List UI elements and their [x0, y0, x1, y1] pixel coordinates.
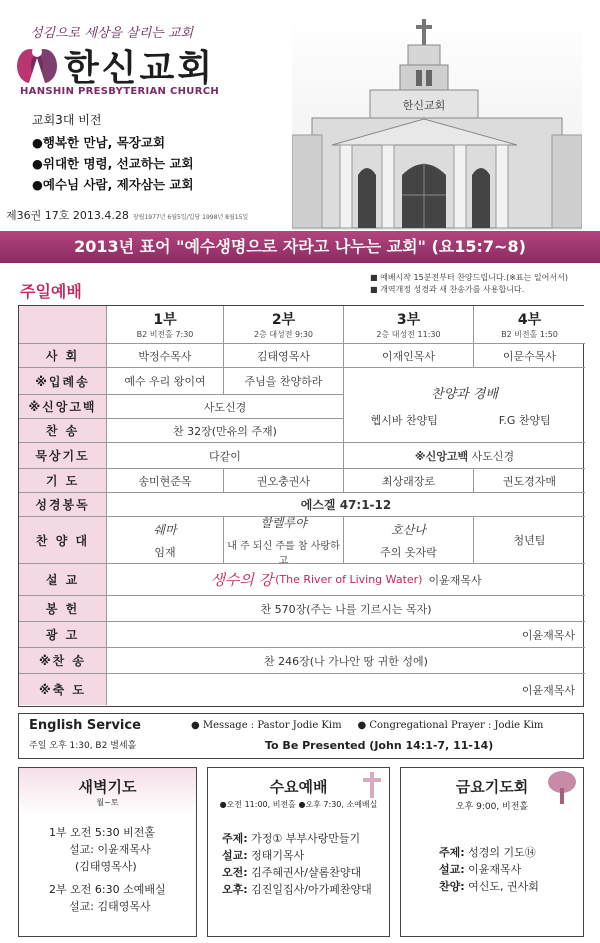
friday-value: 성경의 기도⑭ — [468, 846, 536, 859]
sermon-english: (The River of Living Water) — [275, 573, 423, 586]
service-header — [344, 306, 474, 344]
dawn-sub: 월~토 — [96, 798, 119, 807]
silent-prayer-cell: 다같이 — [107, 443, 344, 469]
wednesday-service-box — [207, 767, 390, 937]
friday-key: 주제: — [439, 846, 465, 859]
praise-team: F.G 찬양팀 — [498, 413, 551, 427]
host-cell: 이재인목사 — [344, 344, 474, 368]
issue-info — [6, 207, 248, 223]
choir-cell — [224, 515, 344, 567]
service-place: B2 비전홀 1:50 — [501, 330, 558, 339]
row-label: 사 회 — [19, 344, 107, 368]
closing-hymn-cell: 찬 246장(나 가나안 땅 귀한 성에) — [107, 648, 585, 674]
worship-order-table — [18, 305, 584, 707]
prayer-cell: 권도경자매 — [474, 469, 585, 493]
wednesday-value: 정태기목사 — [251, 849, 305, 862]
church-english-name: HANSHIN PRESBYTERIAN CHURCH — [20, 86, 219, 97]
wednesday-title: 수요예배 — [269, 778, 328, 796]
notice-line: ■ 예배시작 15분전부터 찬양드립니다.(※표는 일어서서) — [370, 273, 568, 282]
wednesday-header — [208, 768, 389, 816]
english-service-title: English Service — [29, 718, 141, 733]
dawn-body — [19, 814, 196, 915]
church-motto: 성김으로 세상을 살리는 교회 — [30, 26, 194, 41]
friday-key: 찬양: — [439, 880, 465, 893]
sermon-title: 생수의 강 — [210, 571, 274, 589]
service-name: 4부 — [517, 312, 542, 328]
choir-song: 주의 옷자락 — [380, 545, 437, 559]
english-service-scripture: To Be Presented (John 14:1-7, 11-14) — [265, 739, 494, 752]
praise-worship-cell — [344, 368, 585, 443]
church-logo-icon — [14, 42, 60, 88]
prayer-cell: 권오충권사 — [224, 469, 344, 493]
wednesday-value: 김진일집사/아가페찬양대 — [251, 883, 372, 896]
row-label: 찬 양 대 — [19, 517, 107, 564]
choir-cell: 청년팀 — [474, 517, 585, 564]
row-label: 성경봉독 — [19, 493, 107, 517]
dawn-line: 설교: 김태영목사 — [69, 900, 151, 913]
wednesday-key: 오전: — [222, 866, 248, 879]
wednesday-sub: ●오전 11:00, 비전홀 ●오후 7:30, 소예배실 — [219, 800, 378, 809]
row-label: 봉 헌 — [19, 596, 107, 622]
row-label: ※찬 송 — [19, 648, 107, 674]
call-cell: 주님을 찬양하라 — [224, 368, 344, 395]
row-label: 설 교 — [19, 564, 107, 596]
tree-icon — [547, 770, 577, 806]
prayer-cell: 송미현준목 — [107, 469, 224, 493]
service-place: B2 비전홀 7:30 — [136, 330, 194, 339]
wednesday-key: 주제: — [222, 832, 248, 845]
vision-item: ●위대한 명령, 선교하는 교회 — [32, 156, 194, 171]
table-corner — [19, 306, 107, 344]
prayer-cell: 최상래장로 — [344, 469, 474, 493]
dawn-line: 설교: 이윤재목사 — [69, 843, 151, 856]
choir-song: 임재 — [154, 545, 176, 559]
choir-cell — [107, 517, 224, 564]
service-header — [224, 306, 344, 344]
hymn-cell: 찬 32장(만유의 주재) — [107, 419, 344, 443]
dawn-line: (김태영목사) — [75, 860, 137, 873]
notice-line: ■ 개역개정 성경과 새 찬송가를 사용합니다. — [370, 285, 525, 294]
english-service-time: 주일 오후 1:30, B2 별세홀 — [29, 741, 137, 751]
issue-number: 제36권 17호 2013.4.28 — [6, 209, 129, 222]
sermon-cell — [107, 564, 585, 596]
vision-item: ●예수님 사람, 제자삼는 교회 — [32, 177, 194, 192]
friday-prayer-box — [400, 767, 584, 937]
english-service-message: ● Message : Pastor Jodie Kim ● Congregational Prayer : Jodie Kim — [191, 720, 544, 731]
benediction-cell: 이윤재목사 — [521, 683, 575, 697]
vision-list — [32, 110, 194, 195]
choir-name: 할렐루야 — [260, 515, 307, 530]
founded-date: 창립1977년 6월5일/입당 1998년 8월15일 — [132, 214, 249, 221]
friday-value: 이윤재목사 — [468, 863, 522, 876]
service-name: 2부 — [271, 312, 296, 328]
row-label: 찬 송 — [19, 419, 107, 443]
notice-cell: 이윤재목사 — [107, 622, 585, 648]
building-sign: 한신교회 — [402, 99, 446, 112]
praise-title: 찬양과 경배 — [431, 386, 498, 402]
friday-title: 금요기도회 — [455, 778, 529, 796]
creed-alt-cell — [344, 443, 585, 469]
row-label: ※입례송 — [19, 368, 107, 395]
offering-cell: 찬 570장(주는 나를 기르시는 목자) — [107, 596, 585, 622]
church-name: 한신교회 — [64, 48, 216, 89]
creed-alt-label: ※신앙고백 — [414, 449, 469, 463]
host-cell: 박정수목사 — [107, 344, 224, 368]
call-cell: 예수 우리 왕이여 — [107, 368, 224, 395]
service-header — [474, 306, 585, 344]
worship-notices — [370, 272, 568, 296]
cross-icon — [363, 772, 381, 798]
dawn-line: 1부 오전 5:30 비전홀 — [49, 826, 155, 839]
friday-value: 여신도, 권사회 — [468, 880, 539, 893]
wednesday-value: 가정① 부부사랑만들기 — [251, 832, 361, 845]
praise-team: 헵시바 찬양팀 — [370, 413, 438, 427]
reading-cell: 에스겔 47:1-12 — [107, 493, 585, 517]
yearly-motto-banner: 2013년 표어 "예수생명으로 자라고 나누는 교회" (요15:7~8) — [0, 231, 600, 263]
vision-item: ●행복한 만남, 목장교회 — [32, 135, 166, 150]
service-name: 3부 — [396, 312, 421, 328]
sermon-pastor: 이윤재목사 — [428, 573, 482, 587]
choir-name: 쉐마 — [153, 522, 177, 537]
row-label: ※축 도 — [19, 674, 107, 705]
row-label: 광 고 — [19, 622, 107, 648]
row-label: 묵상기도 — [19, 443, 107, 469]
sunday-worship-title: 주일예배 — [20, 282, 82, 301]
choir-song: 내 주 되신 주를 참 사랑하고 — [227, 540, 340, 567]
friday-key: 설교: — [439, 863, 465, 876]
wednesday-value: 김주혜권사/샬롬찬양대 — [251, 866, 362, 879]
wednesday-key: 오후: — [222, 883, 248, 896]
creed-cell: 사도신경 — [107, 395, 344, 419]
service-header — [107, 306, 224, 344]
wednesday-key: 설교: — [222, 849, 248, 862]
dawn-title: 새벽기도 — [78, 778, 137, 796]
friday-header — [401, 768, 583, 816]
dawn-header — [19, 768, 196, 814]
dawn-prayer-box — [18, 767, 197, 937]
service-place: 2층 대성전 9:30 — [253, 330, 314, 339]
friday-sub: 오후 9:00, 비전홀 — [455, 802, 529, 812]
service-place: 2층 대성전 11:30 — [376, 330, 441, 339]
english-service-box — [18, 713, 584, 759]
service-name: 1부 — [153, 312, 177, 328]
wednesday-body — [208, 816, 389, 898]
host-cell: 이문수목사 — [474, 344, 585, 368]
choir-name: 호산나 — [391, 522, 426, 537]
dawn-line: 2부 오전 6:30 소예배실 — [49, 883, 166, 896]
church-building-image — [292, 15, 582, 230]
host-cell: 김태영목사 — [224, 344, 344, 368]
choir-cell — [344, 517, 474, 564]
friday-body — [401, 816, 583, 895]
creed-alt-value: 사도신경 — [471, 449, 515, 463]
vision-title: 교회3대 비전 — [32, 113, 102, 127]
row-label: ※신앙고백 — [19, 395, 107, 419]
row-label: 기 도 — [19, 469, 107, 493]
